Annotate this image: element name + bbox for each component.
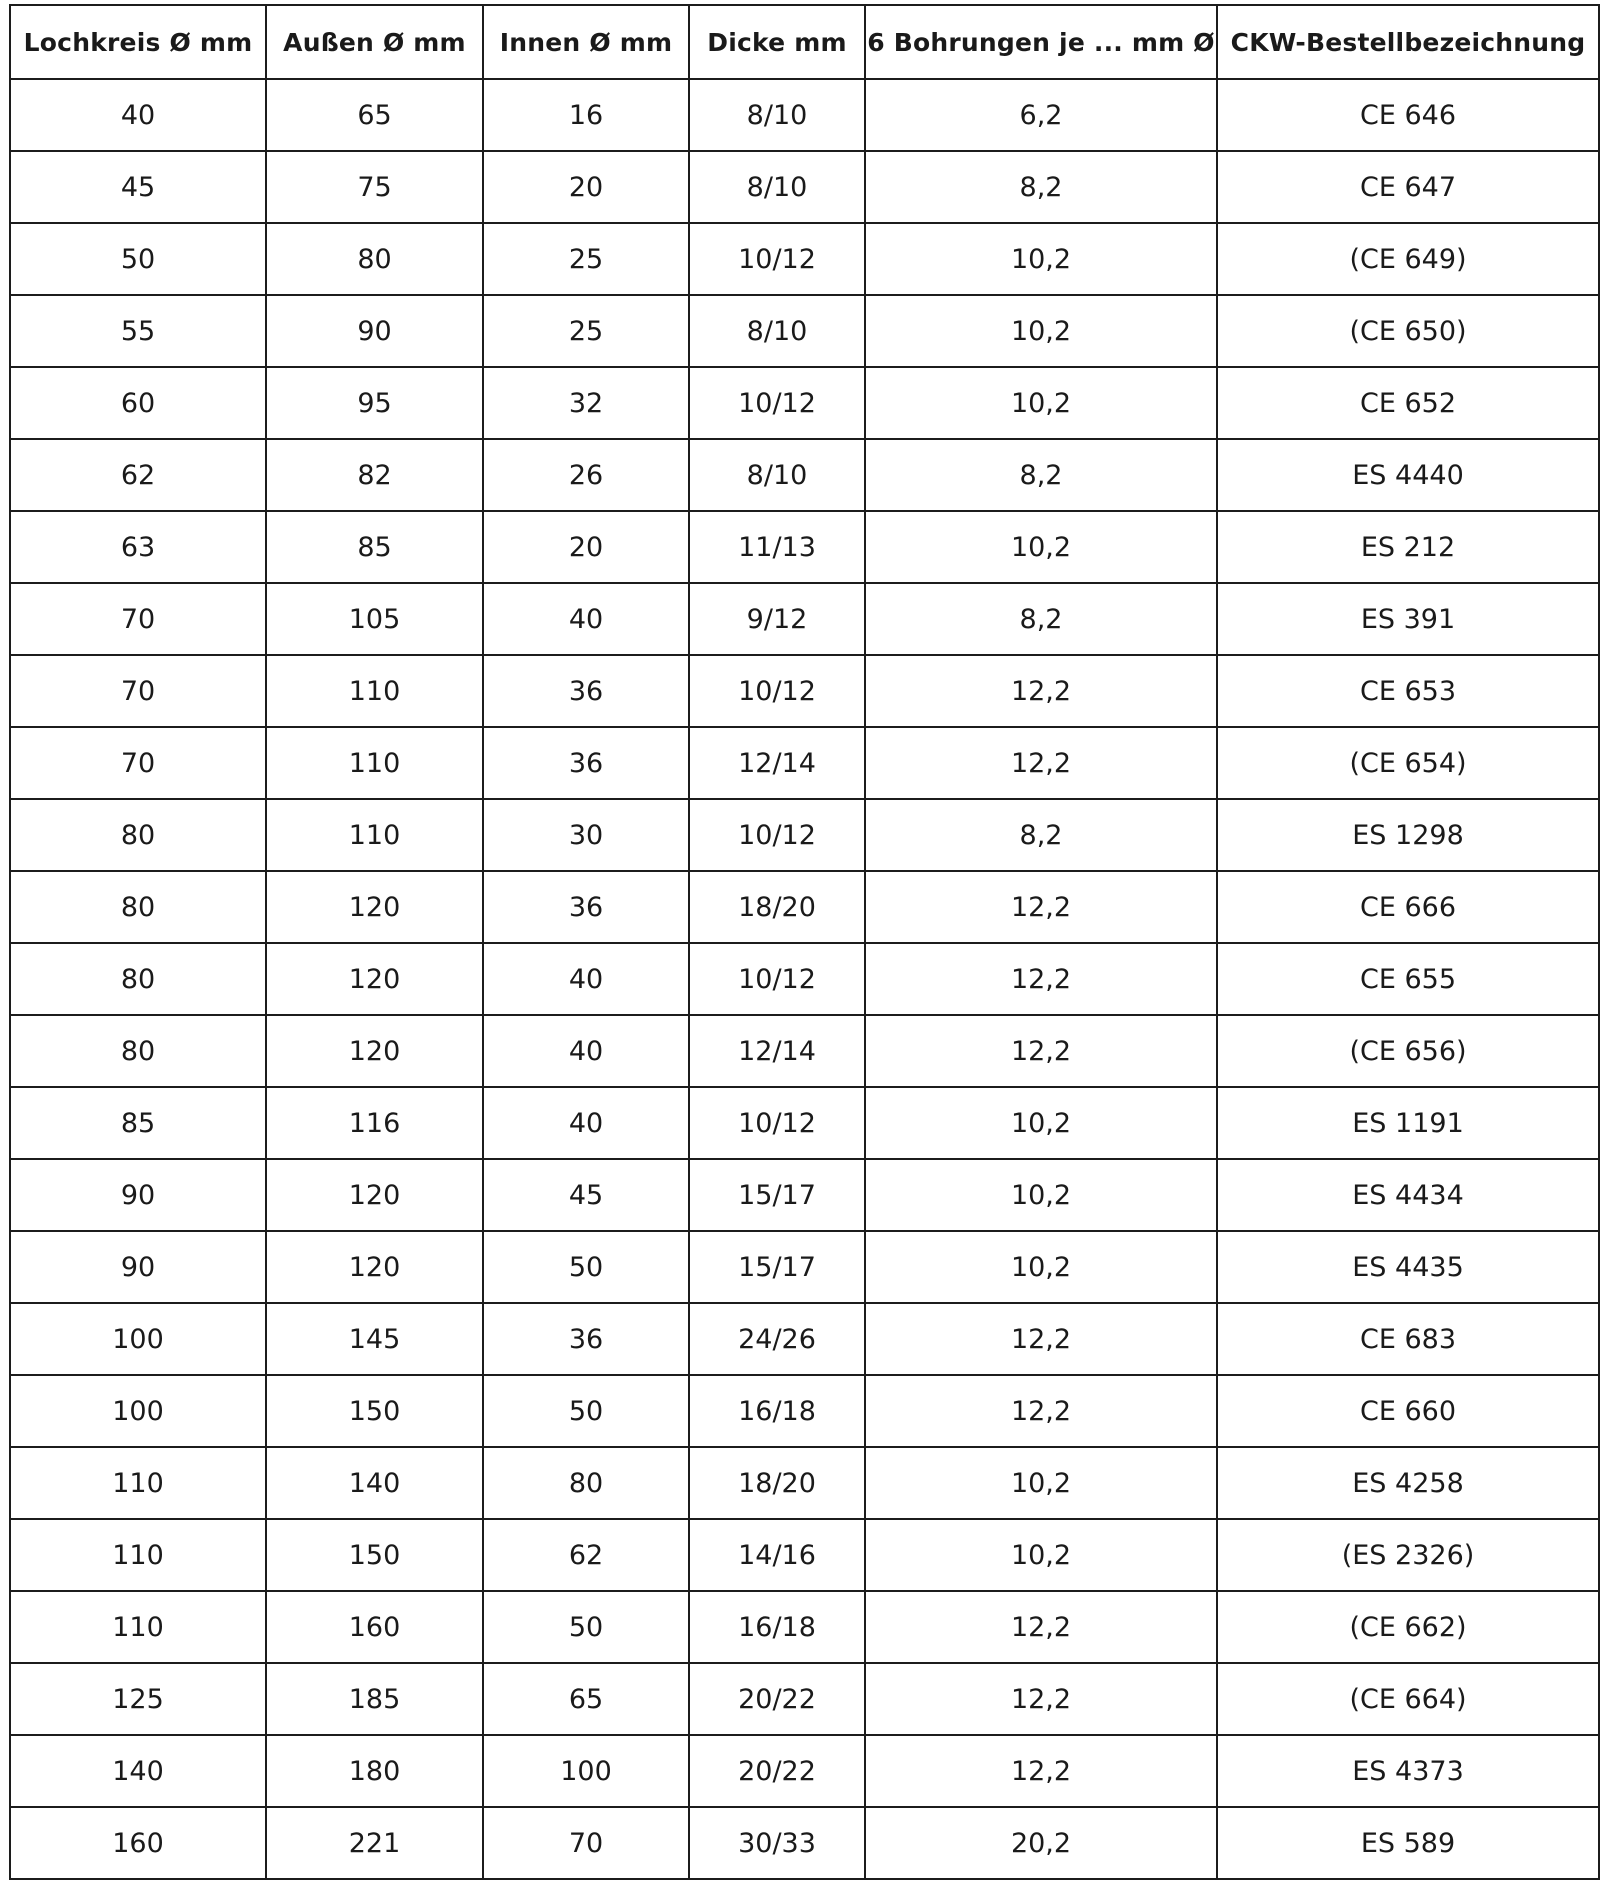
innen-cell: 40 <box>483 1015 689 1087</box>
table-row <box>10 79 1599 151</box>
header-row <box>10 5 1599 79</box>
lochkreis-cell: 110 <box>10 1591 266 1663</box>
bestellbezeichnung-cell: (CE 662) <box>1217 1591 1599 1663</box>
innen-cell: 30 <box>483 799 689 871</box>
dicke-cell: 8/10 <box>689 79 865 151</box>
bestellbezeichnung-cell: CE 683 <box>1217 1303 1599 1375</box>
aussen-cell: 180 <box>266 1735 483 1807</box>
bestellbezeichnung-cell: (CE 650) <box>1217 295 1599 367</box>
table-row <box>10 727 1599 799</box>
header-innen: Innen Ø mm <box>483 5 689 79</box>
lochkreis-cell: 70 <box>10 727 266 799</box>
dicke-cell: 20/22 <box>689 1663 865 1735</box>
lochkreis-cell: 110 <box>10 1519 266 1591</box>
aussen-cell: 65 <box>266 79 483 151</box>
table-row <box>10 1159 1599 1231</box>
bestellbezeichnung-cell: ES 4435 <box>1217 1231 1599 1303</box>
lochkreis-cell: 80 <box>10 871 266 943</box>
bestellbezeichnung-cell: ES 391 <box>1217 583 1599 655</box>
aussen-cell: 145 <box>266 1303 483 1375</box>
bohrungen-cell: 10,2 <box>865 1447 1217 1519</box>
innen-cell: 25 <box>483 295 689 367</box>
bestellbezeichnung-cell: (CE 664) <box>1217 1663 1599 1735</box>
innen-cell: 36 <box>483 727 689 799</box>
dicke-cell: 15/17 <box>689 1231 865 1303</box>
dicke-cell: 14/16 <box>689 1519 865 1591</box>
lochkreis-cell: 80 <box>10 799 266 871</box>
lochkreis-cell: 140 <box>10 1735 266 1807</box>
dicke-cell: 10/12 <box>689 799 865 871</box>
bohrungen-cell: 8,2 <box>865 151 1217 223</box>
innen-cell: 50 <box>483 1231 689 1303</box>
innen-cell: 100 <box>483 1735 689 1807</box>
dicke-cell: 20/22 <box>689 1735 865 1807</box>
innen-cell: 25 <box>483 223 689 295</box>
aussen-cell: 150 <box>266 1519 483 1591</box>
flange-dimensions-table-container <box>9 4 1598 1864</box>
bohrungen-cell: 10,2 <box>865 511 1217 583</box>
dicke-cell: 16/18 <box>689 1375 865 1447</box>
lochkreis-cell: 62 <box>10 439 266 511</box>
bohrungen-cell: 20,2 <box>865 1807 1217 1879</box>
bestellbezeichnung-cell: ES 589 <box>1217 1807 1599 1879</box>
bohrungen-cell: 10,2 <box>865 367 1217 439</box>
aussen-cell: 80 <box>266 223 483 295</box>
header-aussen: Außen Ø mm <box>266 5 483 79</box>
table-row <box>10 1087 1599 1159</box>
lochkreis-cell: 55 <box>10 295 266 367</box>
bestellbezeichnung-cell: CE 652 <box>1217 367 1599 439</box>
aussen-cell: 150 <box>266 1375 483 1447</box>
dicke-cell: 12/14 <box>689 727 865 799</box>
aussen-cell: 85 <box>266 511 483 583</box>
lochkreis-cell: 80 <box>10 1015 266 1087</box>
aussen-cell: 120 <box>266 871 483 943</box>
innen-cell: 65 <box>483 1663 689 1735</box>
aussen-cell: 90 <box>266 295 483 367</box>
bohrungen-cell: 12,2 <box>865 1375 1217 1447</box>
bohrungen-cell: 8,2 <box>865 439 1217 511</box>
aussen-cell: 120 <box>266 943 483 1015</box>
lochkreis-cell: 50 <box>10 223 266 295</box>
table-row <box>10 1015 1599 1087</box>
lochkreis-cell: 125 <box>10 1663 266 1735</box>
table-body <box>10 79 1599 1879</box>
dicke-cell: 11/13 <box>689 511 865 583</box>
bestellbezeichnung-cell: CE 655 <box>1217 943 1599 1015</box>
bestellbezeichnung-cell: ES 212 <box>1217 511 1599 583</box>
bohrungen-cell: 10,2 <box>865 295 1217 367</box>
header-dicke: Dicke mm <box>689 5 865 79</box>
table-row <box>10 871 1599 943</box>
dicke-cell: 10/12 <box>689 1087 865 1159</box>
lochkreis-cell: 40 <box>10 79 266 151</box>
bestellbezeichnung-cell: (ES 2326) <box>1217 1519 1599 1591</box>
bohrungen-cell: 12,2 <box>865 727 1217 799</box>
bohrungen-cell: 8,2 <box>865 583 1217 655</box>
aussen-cell: 105 <box>266 583 483 655</box>
bohrungen-cell: 12,2 <box>865 1015 1217 1087</box>
table-row <box>10 1519 1599 1591</box>
innen-cell: 70 <box>483 1807 689 1879</box>
bohrungen-cell: 10,2 <box>865 1231 1217 1303</box>
bestellbezeichnung-cell: ES 1191 <box>1217 1087 1599 1159</box>
bohrungen-cell: 12,2 <box>865 655 1217 727</box>
table-row <box>10 799 1599 871</box>
aussen-cell: 120 <box>266 1015 483 1087</box>
dicke-cell: 12/14 <box>689 1015 865 1087</box>
innen-cell: 32 <box>483 367 689 439</box>
dicke-cell: 10/12 <box>689 943 865 1015</box>
bestellbezeichnung-cell: (CE 654) <box>1217 727 1599 799</box>
lochkreis-cell: 70 <box>10 583 266 655</box>
aussen-cell: 120 <box>266 1159 483 1231</box>
bohrungen-cell: 10,2 <box>865 1159 1217 1231</box>
dicke-cell: 10/12 <box>689 367 865 439</box>
lochkreis-cell: 110 <box>10 1447 266 1519</box>
dicke-cell: 16/18 <box>689 1591 865 1663</box>
dicke-cell: 10/12 <box>689 655 865 727</box>
innen-cell: 62 <box>483 1519 689 1591</box>
innen-cell: 80 <box>483 1447 689 1519</box>
bestellbezeichnung-cell: ES 4434 <box>1217 1159 1599 1231</box>
lochkreis-cell: 45 <box>10 151 266 223</box>
table-row <box>10 367 1599 439</box>
header-lochkreis: Lochkreis Ø mm <box>10 5 266 79</box>
bohrungen-cell: 12,2 <box>865 943 1217 1015</box>
innen-cell: 40 <box>483 583 689 655</box>
bohrungen-cell: 12,2 <box>865 1591 1217 1663</box>
bohrungen-cell: 6,2 <box>865 79 1217 151</box>
table-row <box>10 943 1599 1015</box>
lochkreis-cell: 100 <box>10 1303 266 1375</box>
bestellbezeichnung-cell: ES 4258 <box>1217 1447 1599 1519</box>
table-row <box>10 151 1599 223</box>
bestellbezeichnung-cell: (CE 649) <box>1217 223 1599 295</box>
innen-cell: 45 <box>483 1159 689 1231</box>
lochkreis-cell: 85 <box>10 1087 266 1159</box>
bestellbezeichnung-cell: CE 666 <box>1217 871 1599 943</box>
aussen-cell: 160 <box>266 1591 483 1663</box>
header-bestellbezeichnung: CKW-Bestellbezeichnung <box>1217 5 1599 79</box>
table-row <box>10 1231 1599 1303</box>
bestellbezeichnung-cell: CE 647 <box>1217 151 1599 223</box>
lochkreis-cell: 90 <box>10 1231 266 1303</box>
aussen-cell: 221 <box>266 1807 483 1879</box>
bestellbezeichnung-cell: CE 653 <box>1217 655 1599 727</box>
innen-cell: 50 <box>483 1375 689 1447</box>
aussen-cell: 185 <box>266 1663 483 1735</box>
table-row <box>10 223 1599 295</box>
aussen-cell: 82 <box>266 439 483 511</box>
innen-cell: 26 <box>483 439 689 511</box>
dicke-cell: 30/33 <box>689 1807 865 1879</box>
table-row <box>10 1375 1599 1447</box>
bestellbezeichnung-cell: ES 1298 <box>1217 799 1599 871</box>
table-row <box>10 1807 1599 1879</box>
bohrungen-cell: 10,2 <box>865 1519 1217 1591</box>
header-bohrungen: 6 Bohrungen je ... mm Ø <box>865 5 1217 79</box>
aussen-cell: 110 <box>266 727 483 799</box>
bohrungen-cell: 12,2 <box>865 1663 1217 1735</box>
bestellbezeichnung-cell: ES 4373 <box>1217 1735 1599 1807</box>
table-row <box>10 1591 1599 1663</box>
aussen-cell: 75 <box>266 151 483 223</box>
aussen-cell: 95 <box>266 367 483 439</box>
lochkreis-cell: 80 <box>10 943 266 1015</box>
flange-dimensions-table <box>9 4 1600 1880</box>
table-row <box>10 583 1599 655</box>
dicke-cell: 8/10 <box>689 439 865 511</box>
table-row <box>10 1663 1599 1735</box>
dicke-cell: 9/12 <box>689 583 865 655</box>
lochkreis-cell: 60 <box>10 367 266 439</box>
bestellbezeichnung-cell: (CE 656) <box>1217 1015 1599 1087</box>
innen-cell: 50 <box>483 1591 689 1663</box>
lochkreis-cell: 160 <box>10 1807 266 1879</box>
dicke-cell: 10/12 <box>689 223 865 295</box>
bohrungen-cell: 12,2 <box>865 1735 1217 1807</box>
bohrungen-cell: 10,2 <box>865 1087 1217 1159</box>
dicke-cell: 18/20 <box>689 871 865 943</box>
table-row <box>10 1447 1599 1519</box>
dicke-cell: 8/10 <box>689 295 865 367</box>
bohrungen-cell: 12,2 <box>865 871 1217 943</box>
aussen-cell: 110 <box>266 655 483 727</box>
table-row <box>10 511 1599 583</box>
innen-cell: 40 <box>483 943 689 1015</box>
innen-cell: 36 <box>483 1303 689 1375</box>
aussen-cell: 116 <box>266 1087 483 1159</box>
innen-cell: 36 <box>483 655 689 727</box>
bestellbezeichnung-cell: ES 4440 <box>1217 439 1599 511</box>
lochkreis-cell: 90 <box>10 1159 266 1231</box>
dicke-cell: 15/17 <box>689 1159 865 1231</box>
table-row <box>10 439 1599 511</box>
table-row <box>10 1735 1599 1807</box>
table-row <box>10 655 1599 727</box>
innen-cell: 40 <box>483 1087 689 1159</box>
aussen-cell: 140 <box>266 1447 483 1519</box>
dicke-cell: 24/26 <box>689 1303 865 1375</box>
bohrungen-cell: 8,2 <box>865 799 1217 871</box>
aussen-cell: 110 <box>266 799 483 871</box>
dicke-cell: 8/10 <box>689 151 865 223</box>
innen-cell: 36 <box>483 871 689 943</box>
lochkreis-cell: 63 <box>10 511 266 583</box>
table-row <box>10 295 1599 367</box>
bohrungen-cell: 10,2 <box>865 223 1217 295</box>
aussen-cell: 120 <box>266 1231 483 1303</box>
innen-cell: 20 <box>483 151 689 223</box>
lochkreis-cell: 100 <box>10 1375 266 1447</box>
bestellbezeichnung-cell: CE 660 <box>1217 1375 1599 1447</box>
lochkreis-cell: 70 <box>10 655 266 727</box>
innen-cell: 20 <box>483 511 689 583</box>
innen-cell: 16 <box>483 79 689 151</box>
table-row <box>10 1303 1599 1375</box>
dicke-cell: 18/20 <box>689 1447 865 1519</box>
bohrungen-cell: 12,2 <box>865 1303 1217 1375</box>
bestellbezeichnung-cell: CE 646 <box>1217 79 1599 151</box>
